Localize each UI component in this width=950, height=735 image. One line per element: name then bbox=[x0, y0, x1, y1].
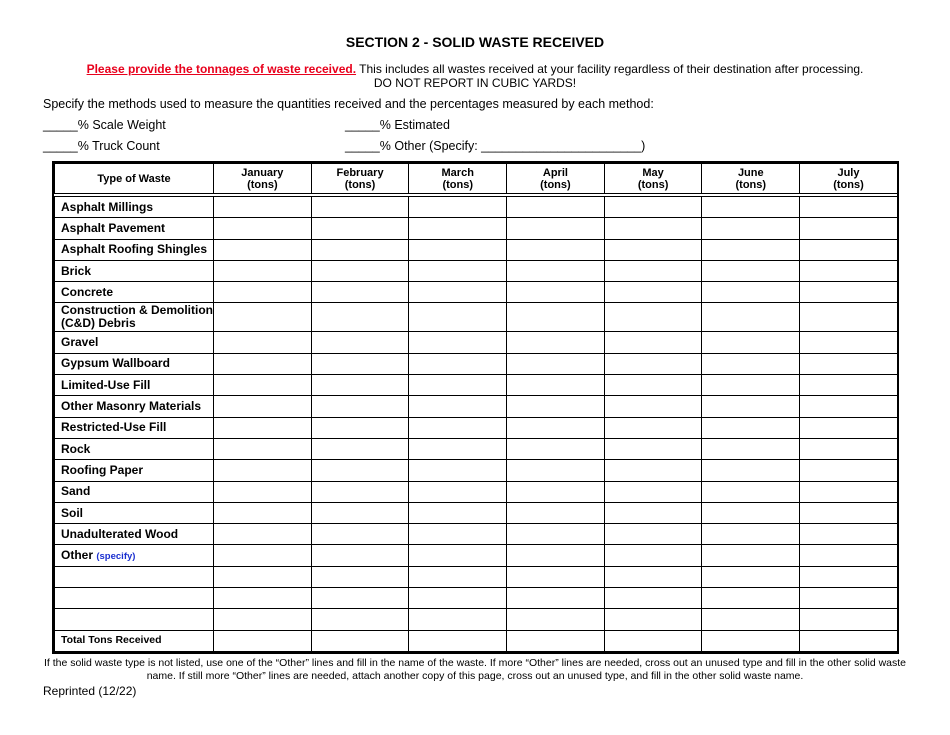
tonnage-cell[interactable] bbox=[409, 438, 507, 459]
waste-type-text: Gypsum Wallboard bbox=[61, 356, 170, 371]
waste-type-label bbox=[55, 218, 214, 239]
estimated-field[interactable]: _____% Estimated bbox=[345, 118, 450, 132]
tonnage-cell[interactable] bbox=[800, 303, 898, 332]
tonnage-cell[interactable] bbox=[409, 481, 507, 502]
reprinted-date: Reprinted (12/22) bbox=[43, 684, 137, 698]
tonnage-cell[interactable] bbox=[702, 375, 800, 396]
tonnage-cell[interactable] bbox=[604, 332, 702, 353]
tonnage-cell[interactable] bbox=[311, 630, 409, 651]
waste-table bbox=[54, 163, 898, 652]
tonnage-cell[interactable] bbox=[702, 588, 800, 609]
tonnage-cell[interactable] bbox=[409, 218, 507, 239]
waste-type-label bbox=[55, 282, 214, 303]
tonnage-cell[interactable] bbox=[311, 588, 409, 609]
table-row bbox=[55, 260, 898, 281]
tonnage-cell[interactable] bbox=[507, 566, 605, 587]
other-text: Other bbox=[61, 547, 94, 562]
waste-type-label[interactable] bbox=[55, 566, 214, 587]
tonnage-cell[interactable] bbox=[604, 375, 702, 396]
table-row bbox=[55, 481, 898, 502]
waste-type-label bbox=[55, 417, 214, 438]
waste-type-text: Restricted-Use Fill bbox=[61, 420, 167, 435]
month-header: June (tons) bbox=[702, 164, 800, 194]
tonnage-cell[interactable] bbox=[409, 396, 507, 417]
tonnage-cell[interactable] bbox=[702, 218, 800, 239]
table-row bbox=[55, 460, 898, 481]
scale-weight-field[interactable]: _____% Scale Weight bbox=[43, 118, 166, 132]
table-row bbox=[55, 218, 898, 239]
tonnage-cell[interactable] bbox=[214, 197, 312, 218]
tonnage-cell[interactable] bbox=[800, 197, 898, 218]
tonnage-cell[interactable] bbox=[800, 566, 898, 587]
tonnage-cell[interactable] bbox=[702, 282, 800, 303]
tonnage-cell[interactable] bbox=[507, 282, 605, 303]
instructions bbox=[40, 62, 910, 90]
tonnage-cell[interactable] bbox=[604, 438, 702, 459]
month-header: March (tons) bbox=[409, 164, 507, 194]
tonnage-cell[interactable] bbox=[604, 588, 702, 609]
waste-type-text: Gravel bbox=[61, 335, 99, 350]
waste-table-frame bbox=[52, 161, 899, 654]
tonnage-cell[interactable] bbox=[604, 396, 702, 417]
tonnage-cell[interactable] bbox=[214, 545, 312, 566]
tonnage-cell[interactable] bbox=[214, 396, 312, 417]
tonnage-cell[interactable] bbox=[604, 524, 702, 545]
tonnage-cell[interactable] bbox=[214, 609, 312, 630]
tonnage-cell[interactable] bbox=[507, 218, 605, 239]
waste-type-text: Soil bbox=[61, 505, 84, 520]
table-row bbox=[55, 502, 898, 523]
tonnage-cell[interactable] bbox=[507, 588, 605, 609]
tonnage-cell[interactable] bbox=[409, 417, 507, 438]
tonnage-cell[interactable] bbox=[214, 588, 312, 609]
waste-type-label bbox=[55, 303, 214, 332]
waste-type-label bbox=[55, 353, 214, 374]
waste-type-text: Unadulterated Wood bbox=[61, 526, 179, 541]
tonnage-cell[interactable] bbox=[800, 545, 898, 566]
tonnage-cell[interactable] bbox=[409, 260, 507, 281]
tonnage-cell[interactable] bbox=[800, 375, 898, 396]
tonnage-cell[interactable] bbox=[800, 282, 898, 303]
tonnage-cell[interactable] bbox=[604, 417, 702, 438]
tonnage-cell[interactable] bbox=[311, 332, 409, 353]
tonnage-cell[interactable] bbox=[507, 353, 605, 374]
tonnage-cell[interactable] bbox=[214, 218, 312, 239]
tonnage-cell[interactable] bbox=[702, 524, 800, 545]
tonnage-cell[interactable] bbox=[800, 353, 898, 374]
tonnage-cell[interactable] bbox=[311, 524, 409, 545]
blank-other-row bbox=[55, 588, 898, 609]
tonnage-cell[interactable] bbox=[507, 481, 605, 502]
tonnage-cell[interactable] bbox=[311, 353, 409, 374]
tonnage-cell[interactable] bbox=[800, 239, 898, 260]
tonnage-cell[interactable] bbox=[800, 396, 898, 417]
tonnage-cell[interactable] bbox=[702, 353, 800, 374]
tonnage-cell[interactable] bbox=[702, 630, 800, 651]
tonnage-cell[interactable] bbox=[214, 353, 312, 374]
specify-hint: (specify) bbox=[96, 550, 136, 562]
month-header: February (tons) bbox=[311, 164, 409, 194]
truck-count-field[interactable]: _____% Truck Count bbox=[43, 139, 160, 153]
waste-type-label bbox=[55, 502, 214, 523]
tonnage-cell[interactable] bbox=[409, 609, 507, 630]
tonnage-cell[interactable] bbox=[604, 566, 702, 587]
tonnage-cell[interactable] bbox=[702, 303, 800, 332]
tonnage-cell[interactable] bbox=[800, 460, 898, 481]
tonnage-cell[interactable] bbox=[702, 438, 800, 459]
table-row bbox=[55, 396, 898, 417]
month-header: April (tons) bbox=[507, 164, 605, 194]
table-row bbox=[55, 375, 898, 396]
tonnage-cell[interactable] bbox=[507, 332, 605, 353]
blank-other-row bbox=[55, 609, 898, 630]
tonnage-cell[interactable] bbox=[507, 460, 605, 481]
tonnage-cell[interactable] bbox=[507, 396, 605, 417]
waste-type-label bbox=[55, 524, 214, 545]
tonnage-cell[interactable] bbox=[800, 438, 898, 459]
tonnage-cell[interactable] bbox=[214, 438, 312, 459]
table-row bbox=[55, 524, 898, 545]
waste-type-text: Sand bbox=[61, 484, 91, 499]
tonnage-cell[interactable] bbox=[311, 566, 409, 587]
tonnage-cell[interactable] bbox=[214, 303, 312, 332]
tonnage-cell[interactable] bbox=[214, 332, 312, 353]
tonnage-cell[interactable] bbox=[311, 481, 409, 502]
tonnage-cell[interactable] bbox=[800, 524, 898, 545]
tonnage-cell[interactable] bbox=[507, 524, 605, 545]
tonnage-cell[interactable] bbox=[800, 609, 898, 630]
table-row bbox=[55, 303, 898, 332]
tonnage-cell[interactable] bbox=[409, 303, 507, 332]
tonnage-cell[interactable] bbox=[409, 524, 507, 545]
month-header: May (tons) bbox=[604, 164, 702, 194]
table-row bbox=[55, 197, 898, 218]
tonnage-cell[interactable] bbox=[214, 502, 312, 523]
waste-type-text: Concrete bbox=[61, 284, 114, 299]
tonnage-cell[interactable] bbox=[800, 332, 898, 353]
tonnage-cell[interactable] bbox=[311, 239, 409, 260]
tonnage-cell[interactable] bbox=[800, 260, 898, 281]
tonnage-cell[interactable] bbox=[311, 282, 409, 303]
tonnage-cell[interactable] bbox=[507, 260, 605, 281]
tonnage-cell[interactable] bbox=[311, 303, 409, 332]
tonnage-cell[interactable] bbox=[507, 630, 605, 651]
total-label: Total Tons Received bbox=[61, 634, 162, 647]
tonnage-cell[interactable] bbox=[214, 524, 312, 545]
waste-type-label bbox=[55, 375, 214, 396]
table-row bbox=[55, 438, 898, 459]
tonnage-cell[interactable] bbox=[409, 282, 507, 303]
tonnage-cell[interactable] bbox=[507, 502, 605, 523]
tonnage-cell[interactable] bbox=[604, 545, 702, 566]
tonnage-cell[interactable] bbox=[409, 566, 507, 587]
tonnage-cell[interactable] bbox=[702, 545, 800, 566]
tonnage-cell[interactable] bbox=[311, 502, 409, 523]
table-row bbox=[55, 239, 898, 260]
tonnage-cell[interactable] bbox=[409, 588, 507, 609]
waste-type-label bbox=[55, 460, 214, 481]
section-title: SECTION 2 - SOLID WASTE RECEIVED bbox=[345, 34, 605, 50]
table-row bbox=[55, 332, 898, 353]
tonnage-cell[interactable] bbox=[800, 502, 898, 523]
waste-type-label bbox=[55, 260, 214, 281]
tonnage-cell[interactable] bbox=[311, 260, 409, 281]
tonnage-cell[interactable] bbox=[311, 218, 409, 239]
tonnage-cell[interactable] bbox=[507, 438, 605, 459]
tonnage-cell[interactable] bbox=[409, 332, 507, 353]
tonnage-cell[interactable] bbox=[800, 417, 898, 438]
tonnage-cell[interactable] bbox=[214, 260, 312, 281]
waste-type-label[interactable] bbox=[55, 609, 214, 630]
tonnage-cell[interactable] bbox=[311, 438, 409, 459]
waste-type-text: Other Masonry Materials bbox=[61, 399, 202, 414]
month-header: July (tons) bbox=[800, 164, 898, 194]
waste-type-label bbox=[55, 438, 214, 459]
tonnage-cell[interactable] bbox=[604, 260, 702, 281]
tonnage-cell[interactable] bbox=[702, 396, 800, 417]
tonnage-cell[interactable] bbox=[507, 545, 605, 566]
tonnage-cell[interactable] bbox=[311, 375, 409, 396]
tonnage-cell[interactable] bbox=[702, 481, 800, 502]
tonnage-cell[interactable] bbox=[702, 502, 800, 523]
waste-type-label bbox=[55, 197, 214, 218]
table-row bbox=[55, 353, 898, 374]
tonnage-cell[interactable] bbox=[214, 460, 312, 481]
tonnage-cell[interactable] bbox=[604, 630, 702, 651]
tonnage-cell[interactable] bbox=[604, 502, 702, 523]
tonnage-cell[interactable] bbox=[702, 260, 800, 281]
waste-type-text: Asphalt Roofing Shingles bbox=[61, 242, 207, 257]
tonnage-cell[interactable] bbox=[507, 303, 605, 332]
tonnage-cell[interactable] bbox=[409, 353, 507, 374]
waste-type-label bbox=[55, 481, 214, 502]
tonnage-cell[interactable] bbox=[214, 375, 312, 396]
tonnage-cell[interactable] bbox=[800, 218, 898, 239]
waste-type-text: Limited-Use Fill bbox=[61, 377, 151, 392]
tonnage-cell[interactable] bbox=[507, 375, 605, 396]
waste-type-text: Roofing Paper bbox=[61, 462, 144, 477]
instructions-rest-text: This includes all wastes received at your facility regardless of their destination after processing. bbox=[356, 62, 864, 76]
waste-type-label bbox=[55, 630, 214, 651]
tonnage-cell[interactable] bbox=[507, 417, 605, 438]
waste-type-label bbox=[55, 545, 214, 566]
waste-type-label bbox=[55, 239, 214, 260]
waste-type-label bbox=[55, 332, 214, 353]
table-body bbox=[55, 194, 898, 652]
tonnage-cell[interactable] bbox=[702, 332, 800, 353]
tonnage-cell[interactable] bbox=[311, 545, 409, 566]
tonnage-cell[interactable] bbox=[311, 396, 409, 417]
tonnage-cell[interactable] bbox=[409, 239, 507, 260]
tonnage-cell[interactable] bbox=[702, 460, 800, 481]
tonnage-cell[interactable] bbox=[702, 417, 800, 438]
tonnage-cell[interactable] bbox=[604, 353, 702, 374]
tonnage-cell[interactable] bbox=[800, 588, 898, 609]
waste-type-text: Rock bbox=[61, 441, 91, 456]
type-of-waste-header: Type of Waste bbox=[55, 164, 214, 194]
tonnage-cell[interactable] bbox=[507, 197, 605, 218]
tonnage-cell[interactable] bbox=[604, 460, 702, 481]
tonnage-cell[interactable] bbox=[214, 566, 312, 587]
tonnage-cell[interactable] bbox=[409, 375, 507, 396]
waste-type-text: Brick bbox=[61, 263, 92, 278]
specify-methods-text: Specify the methods used to measure the quantities received and the percentages measured by each method: bbox=[43, 97, 654, 111]
tonnage-cell[interactable] bbox=[311, 609, 409, 630]
tonnage-cell[interactable] bbox=[604, 197, 702, 218]
tonnage-cell[interactable] bbox=[214, 630, 312, 651]
tonnage-cell[interactable] bbox=[214, 239, 312, 260]
tonnage-cell[interactable] bbox=[214, 481, 312, 502]
tonnage-cell[interactable] bbox=[214, 417, 312, 438]
other-method-field[interactable]: _____% Other (Specify: _______________________) bbox=[345, 139, 646, 153]
tonnage-cell[interactable] bbox=[604, 239, 702, 260]
tonnage-cell[interactable] bbox=[604, 282, 702, 303]
tonnage-cell[interactable] bbox=[311, 460, 409, 481]
tonnage-cell[interactable] bbox=[702, 239, 800, 260]
tonnage-cell[interactable] bbox=[604, 218, 702, 239]
waste-type-text: Asphalt Pavement bbox=[61, 220, 166, 235]
other-row bbox=[55, 545, 898, 566]
instructions-warning: DO NOT REPORT IN CUBIC YARDS! bbox=[373, 76, 577, 90]
tonnage-cell[interactable] bbox=[409, 197, 507, 218]
tonnage-cell[interactable] bbox=[800, 481, 898, 502]
blank-other-row bbox=[55, 566, 898, 587]
month-header: January (tons) bbox=[214, 164, 312, 194]
tonnage-cell[interactable] bbox=[702, 609, 800, 630]
tonnage-cell[interactable] bbox=[409, 460, 507, 481]
tonnage-cell[interactable] bbox=[311, 197, 409, 218]
tonnage-cell[interactable] bbox=[604, 481, 702, 502]
tonnage-cell[interactable] bbox=[409, 630, 507, 651]
total-row bbox=[55, 630, 898, 651]
other-label bbox=[61, 548, 135, 562]
tonnage-cell[interactable] bbox=[800, 630, 898, 651]
waste-type-label[interactable] bbox=[55, 588, 214, 609]
tonnage-cell[interactable] bbox=[409, 502, 507, 523]
tonnage-cell[interactable] bbox=[702, 566, 800, 587]
waste-type-text: Construction & Demolition (C&D) Debris bbox=[61, 303, 213, 331]
table-header-row bbox=[55, 164, 898, 194]
tonnage-cell[interactable] bbox=[214, 282, 312, 303]
table-row bbox=[55, 417, 898, 438]
table-row bbox=[55, 282, 898, 303]
tonnage-cell[interactable] bbox=[507, 609, 605, 630]
tonnage-cell[interactable] bbox=[311, 417, 409, 438]
tonnage-cell[interactable] bbox=[604, 303, 702, 332]
footnote: If the solid waste type is not listed, use one of the “Other” lines and fill in the name of the waste. If more “Other” lines are needed, cross out an unused type and fill in the other solid waste name. If still more “Other” lines are needed, attach another copy of this page, cross out an unused type, and fill in the other solid waste name. bbox=[43, 657, 907, 682]
tonnage-cell[interactable] bbox=[604, 609, 702, 630]
waste-type-label bbox=[55, 396, 214, 417]
instructions-red-text: Please provide the tonnages of waste received. bbox=[86, 62, 357, 76]
waste-type-text: Asphalt Millings bbox=[61, 199, 154, 214]
tonnage-cell[interactable] bbox=[507, 239, 605, 260]
tonnage-cell[interactable] bbox=[702, 197, 800, 218]
tonnage-cell[interactable] bbox=[409, 545, 507, 566]
